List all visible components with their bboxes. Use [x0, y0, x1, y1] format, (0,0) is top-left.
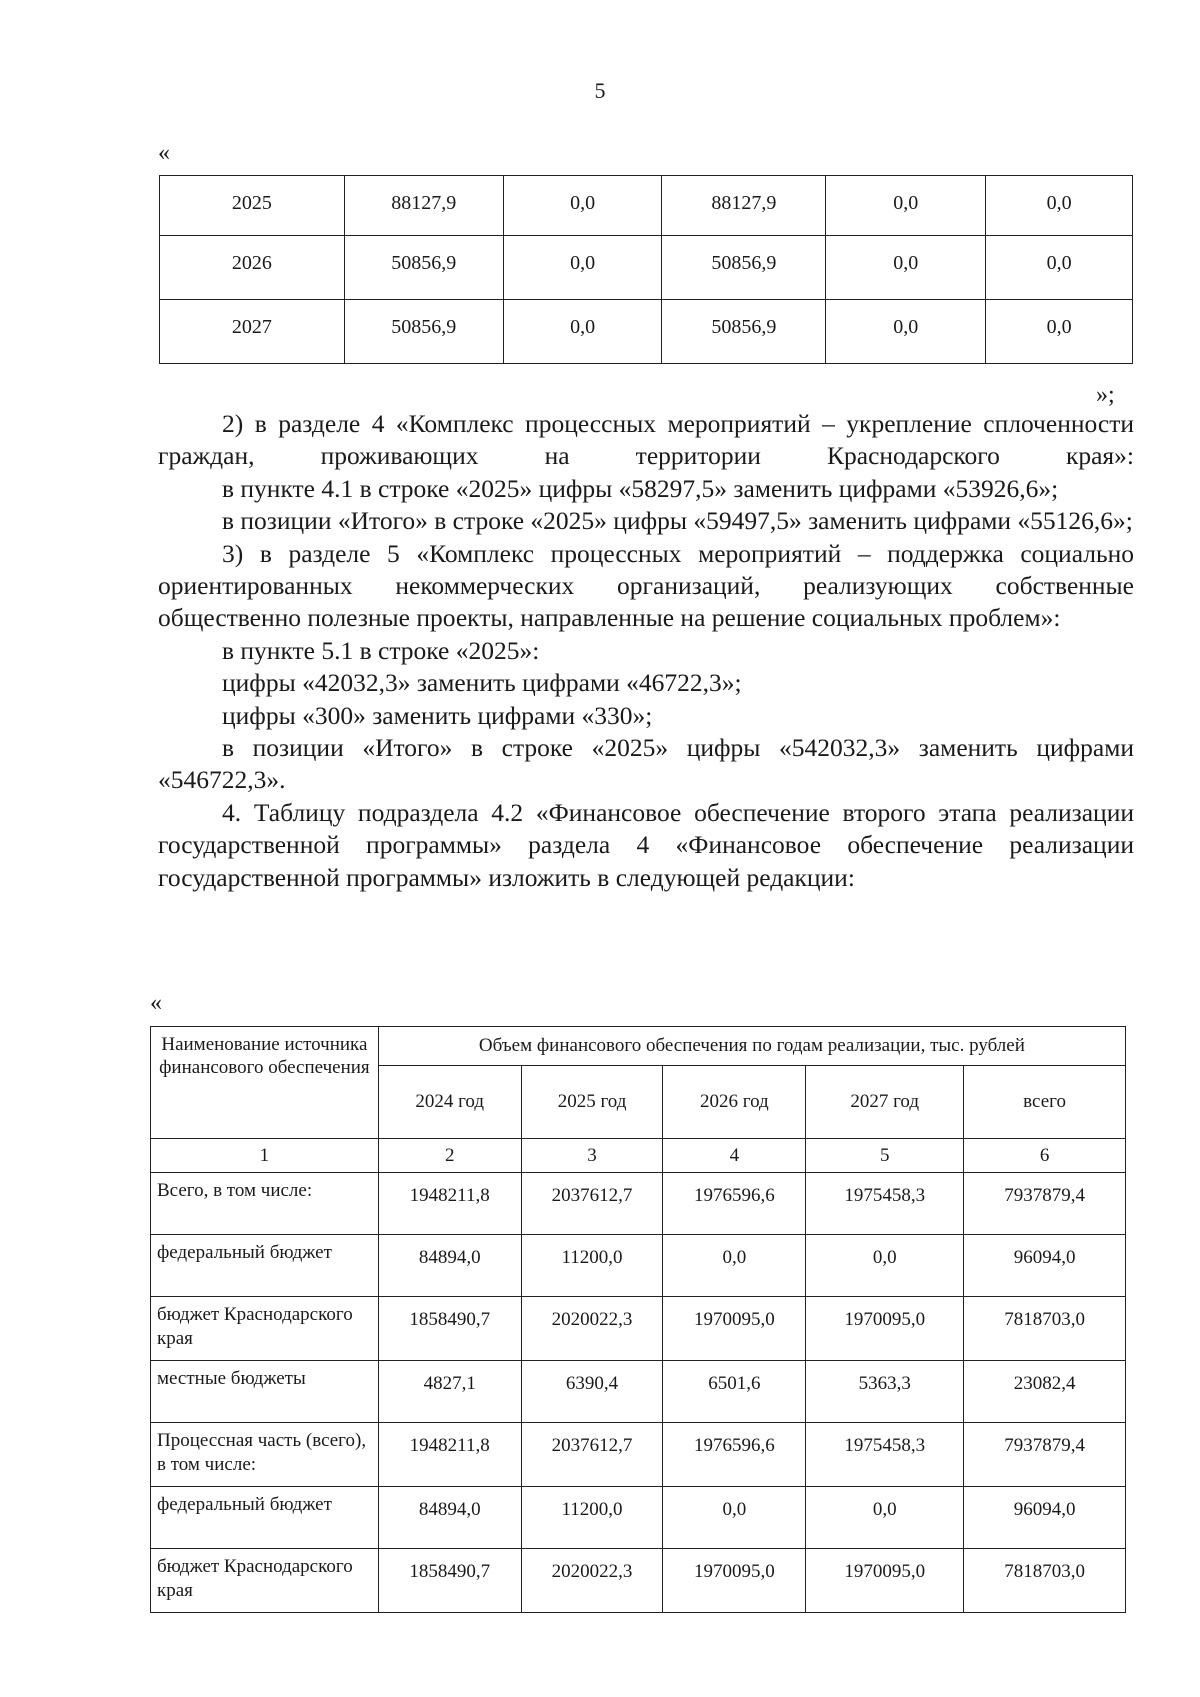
paragraph-figures-1: цифры «42032,3» заменить цифрами «46722,3»; [222, 668, 742, 698]
amount-cell: 2020022,3 [521, 1297, 663, 1361]
amount-cell: 96094,0 [964, 1235, 1126, 1297]
value-cell: 88127,9 [344, 176, 503, 236]
table-row [151, 1235, 1126, 1297]
value-cell: 50856,9 [344, 236, 503, 300]
amount-cell: 2037612,7 [521, 1173, 663, 1235]
amount-cell: 1975458,3 [806, 1173, 964, 1235]
page-number: 5 [594, 78, 606, 103]
header-source-name: Наименование источника финансового обеспечения [151, 1027, 379, 1139]
table-row [151, 1549, 1126, 1613]
value-cell: 88127,9 [662, 176, 826, 236]
opening-quote-mark-2: « [150, 990, 162, 1016]
paragraph-figures-2: цифры «300» заменить цифрами «330»; [222, 700, 653, 730]
column-number: 2 [378, 1139, 521, 1173]
amount-cell: 1970095,0 [806, 1297, 964, 1361]
source-name-cell: федеральный бюджет [151, 1487, 379, 1549]
financing-table [150, 1026, 1126, 1613]
value-cell: 0,0 [826, 236, 986, 300]
amount-cell: 4827,1 [378, 1361, 521, 1423]
year-header: 2025 год [521, 1066, 663, 1139]
table-row [151, 1423, 1126, 1487]
closing-quote-mark: »; [1096, 382, 1115, 408]
amount-cell: 1858490,7 [378, 1297, 521, 1361]
column-number: 5 [806, 1139, 964, 1173]
amount-cell: 23082,4 [964, 1361, 1126, 1423]
amount-cell: 84894,0 [378, 1487, 521, 1549]
table-row [151, 1173, 1126, 1235]
paragraph-total-4: в позиции «Итого» в строке «2025» цифры «59497,5» заменить цифрами «55126,6»; [222, 506, 1133, 536]
amount-cell: 6501,6 [663, 1361, 806, 1423]
header-financing-volume: Объем финансового обеспечения по годам реализации, тыс. рублей [378, 1027, 1125, 1066]
column-number: 6 [964, 1139, 1126, 1173]
source-name-cell: местные бюджеты [151, 1361, 379, 1423]
source-name-cell: Процессная часть (всего), в том числе: [151, 1423, 379, 1487]
table-row [160, 300, 1133, 364]
amount-cell: 2037612,7 [521, 1423, 663, 1487]
amendment-text [158, 408, 1134, 894]
paragraph-item-5-1: в пункте 5.1 в строке «2025»: [222, 635, 540, 665]
value-cell: 0,0 [826, 300, 986, 364]
column-number: 3 [521, 1139, 663, 1173]
value-cell: 50856,9 [344, 300, 503, 364]
amount-cell: 0,0 [806, 1487, 964, 1549]
value-cell: 0,0 [503, 236, 662, 300]
value-cell: 0,0 [986, 176, 1133, 236]
amount-cell: 1976596,6 [663, 1423, 806, 1487]
opening-quote-mark: « [158, 140, 170, 166]
amount-cell: 0,0 [806, 1235, 964, 1297]
paragraph-section-4: 2) в разделе 4 «Комплекс процессных мероприятий – укрепление сплоченности граждан, проживающих на территории Краснодарского края»: [158, 409, 1134, 471]
value-cell: 0,0 [503, 300, 662, 364]
amount-cell: 1970095,0 [806, 1549, 964, 1613]
source-name-cell: бюджет Краснодарского края [151, 1297, 379, 1361]
year-header: всего [964, 1066, 1126, 1139]
amount-cell: 11200,0 [521, 1487, 663, 1549]
amount-cell: 7937879,4 [964, 1423, 1126, 1487]
paragraph-item-4-1: в пункте 4.1 в строке «2025» цифры «58297,5» заменить цифрами «53926,6»; [222, 473, 1059, 503]
year-header: 2024 год [378, 1066, 521, 1139]
amount-cell: 1976596,6 [663, 1173, 806, 1235]
year-header: 2026 год [663, 1066, 806, 1139]
source-name-cell: Всего, в том числе: [151, 1173, 379, 1235]
amount-cell: 1858490,7 [378, 1549, 521, 1613]
amount-cell: 96094,0 [964, 1487, 1126, 1549]
value-cell: 0,0 [503, 176, 662, 236]
value-cell: 50856,9 [662, 300, 826, 364]
amount-cell: 11200,0 [521, 1235, 663, 1297]
value-cell: 0,0 [826, 176, 986, 236]
column-number: 4 [663, 1139, 806, 1173]
value-cell: 0,0 [986, 300, 1133, 364]
table-row [151, 1361, 1126, 1423]
amount-cell: 7818703,0 [964, 1549, 1126, 1613]
amount-cell: 6390,4 [521, 1361, 663, 1423]
table-row [160, 176, 1133, 236]
source-name-cell: бюджет Краснодарского края [151, 1549, 379, 1613]
funding-years-table [159, 175, 1133, 364]
table-row [151, 1487, 1126, 1549]
value-cell: 0,0 [986, 236, 1133, 300]
source-name-cell: федеральный бюджет [151, 1235, 379, 1297]
year-header: 2027 год [806, 1066, 964, 1139]
table-row [151, 1297, 1126, 1361]
amount-cell: 1970095,0 [663, 1549, 806, 1613]
value-cell: 50856,9 [662, 236, 826, 300]
table-row [160, 236, 1133, 300]
amount-cell: 0,0 [663, 1235, 806, 1297]
amount-cell: 1948211,8 [378, 1173, 521, 1235]
column-number: 1 [151, 1139, 379, 1173]
year-cell: 2026 [160, 236, 345, 300]
amount-cell: 7937879,4 [964, 1173, 1126, 1235]
amount-cell: 5363,3 [806, 1361, 964, 1423]
year-cell: 2027 [160, 300, 345, 364]
amount-cell: 0,0 [663, 1487, 806, 1549]
paragraph-item-4: 4. Таблицу подраздела 4.2 «Финансовое обеспечение второго этапа реализации государственной программы» раздела 4 «Финансовое обеспечение реализации государственной программы» изложить в следующей редакции: [158, 797, 1134, 892]
amount-cell: 1975458,3 [806, 1423, 964, 1487]
paragraph-section-5: 3) в разделе 5 «Комплекс процессных мероприятий – поддержка социально ориентированных некоммерческих организаций, реализующих собственные общественно полезные проекты, направленные на решение социальных проблем»: [158, 538, 1134, 633]
amount-cell: 1948211,8 [378, 1423, 521, 1487]
amount-cell: 7818703,0 [964, 1297, 1126, 1361]
amount-cell: 84894,0 [378, 1235, 521, 1297]
amount-cell: 1970095,0 [663, 1297, 806, 1361]
year-cell: 2025 [160, 176, 345, 236]
paragraph-total-5: в позиции «Итого» в строке «2025» цифры «542032,3» заменить цифрами «546722,3». [158, 733, 1134, 795]
amount-cell: 2020022,3 [521, 1549, 663, 1613]
